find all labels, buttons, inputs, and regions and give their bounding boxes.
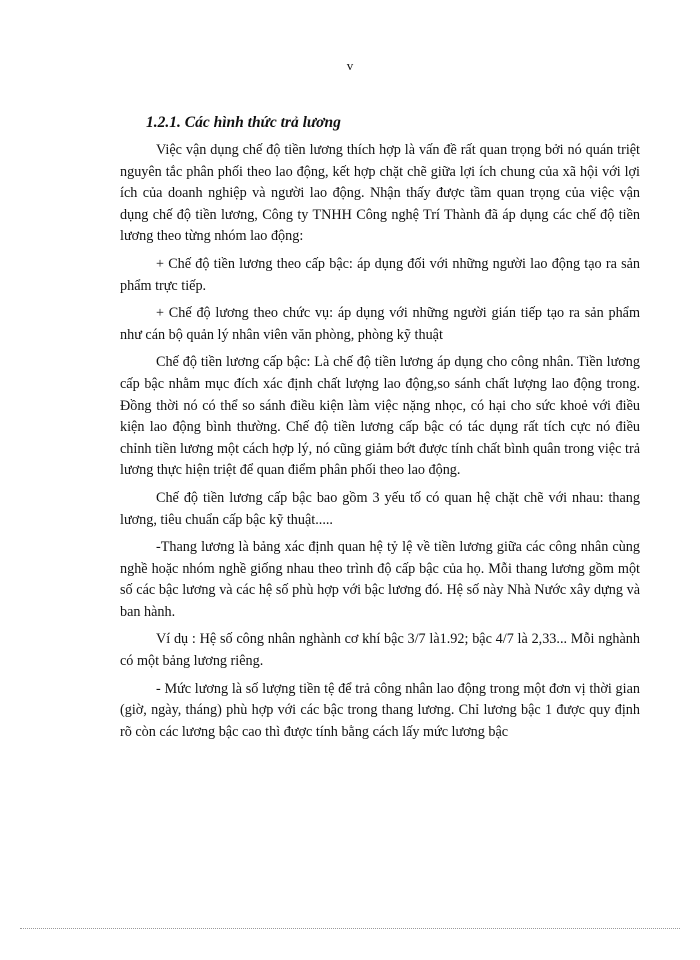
paragraph-intro: Việc vận dụng chế độ tiền lương thích hợp là vấn đề rất quan trọng bởi nó quán triệt nguyên tắc phân phối theo lao động, kết hợp chặt chẽ giữa lợi ích chung của xã hội với lợi ích của doanh nghiệp và người lao động. Nhận thấy được tầm quan trọng của việc vận dụng chế độ tiền lương, Công ty TNHH Công nghệ Trí Thành đã áp dụng các chế độ tiền lương theo từng nhóm lao động:: [120, 142, 640, 245]
paragraph-grade-regime: + Chế độ tiền lương theo cấp bậc: áp dụng đối với những người lao động tạo ra sản phẩm trực tiếp.: [120, 255, 640, 294]
paragraph-example: Ví dụ : Hệ số công nhân nghành cơ khí bậc 3/7 là1.92; bậc 4/7 là 2,33... Mỗi nghành có một bảng lương riêng.: [120, 631, 640, 670]
section-heading: 1.2.1. Các hình thức trả lương: [146, 114, 341, 131]
paragraph-salary-scale: -Thang lương là bảng xác định quan hệ tỷ lệ về tiền lương giữa các công nhân cùng nghề hoặc nhóm nghề giống nhau theo trình độ cấp bậc của họ. Mỗi thang lương gồm một số các bậc lương và các hệ số phù hợp với bậc lương đó. Hệ số này Nhà Nước xây dựng và ban hành.: [120, 539, 640, 620]
page-number: v: [346, 58, 354, 73]
page-bottom-rule: [20, 928, 680, 929]
paragraph-grade-definition: Chế độ tiền lương cấp bậc: Là chế độ tiền lương áp dụng cho công nhân. Tiền lương cấp bậc nhằm mục đích xác định chất lượng lao động,so sánh chất lượng lao động trong. Đồng thời nó có thể so sánh điều kiện làm việc nặng nhọc, có hại cho sức khoẻ với điều kiện lao động bình thường. Chế độ tiền lương cấp bậc có tác dụng rất tích cực nó điều chỉnh tiền lương một cách hợp lý, nó cũng giảm bớt được tính chất bình quân trong việc trả lương thực hiện triệt để quan điểm phân phối theo lao động.: [120, 354, 640, 479]
section-content: [120, 112, 640, 749]
paragraph-position-regime: + Chế độ lương theo chức vụ: áp dụng với những người gián tiếp tạo ra sản phẩm như cán bộ quản lý nhân viên văn phòng, phòng kỹ thuật: [120, 305, 640, 343]
paragraph-three-factors: Chế độ tiền lương cấp bậc bao gồm 3 yếu tố có quan hệ chặt chẽ với nhau: thang lương, tiêu chuẩn cấp bậc kỹ thuật.....: [120, 489, 640, 528]
paragraph-salary-level: - Mức lương là số lượng tiền tệ để trả công nhân lao động trong một đơn vị thời gian (giờ, ngày, tháng) phù hợp với các bậc trong thang lương. Chỉ lương bậc 1 được quy định rõ còn các lương bậc cao thì được tính bằng cách lấy mức lương bậc: [120, 680, 640, 740]
